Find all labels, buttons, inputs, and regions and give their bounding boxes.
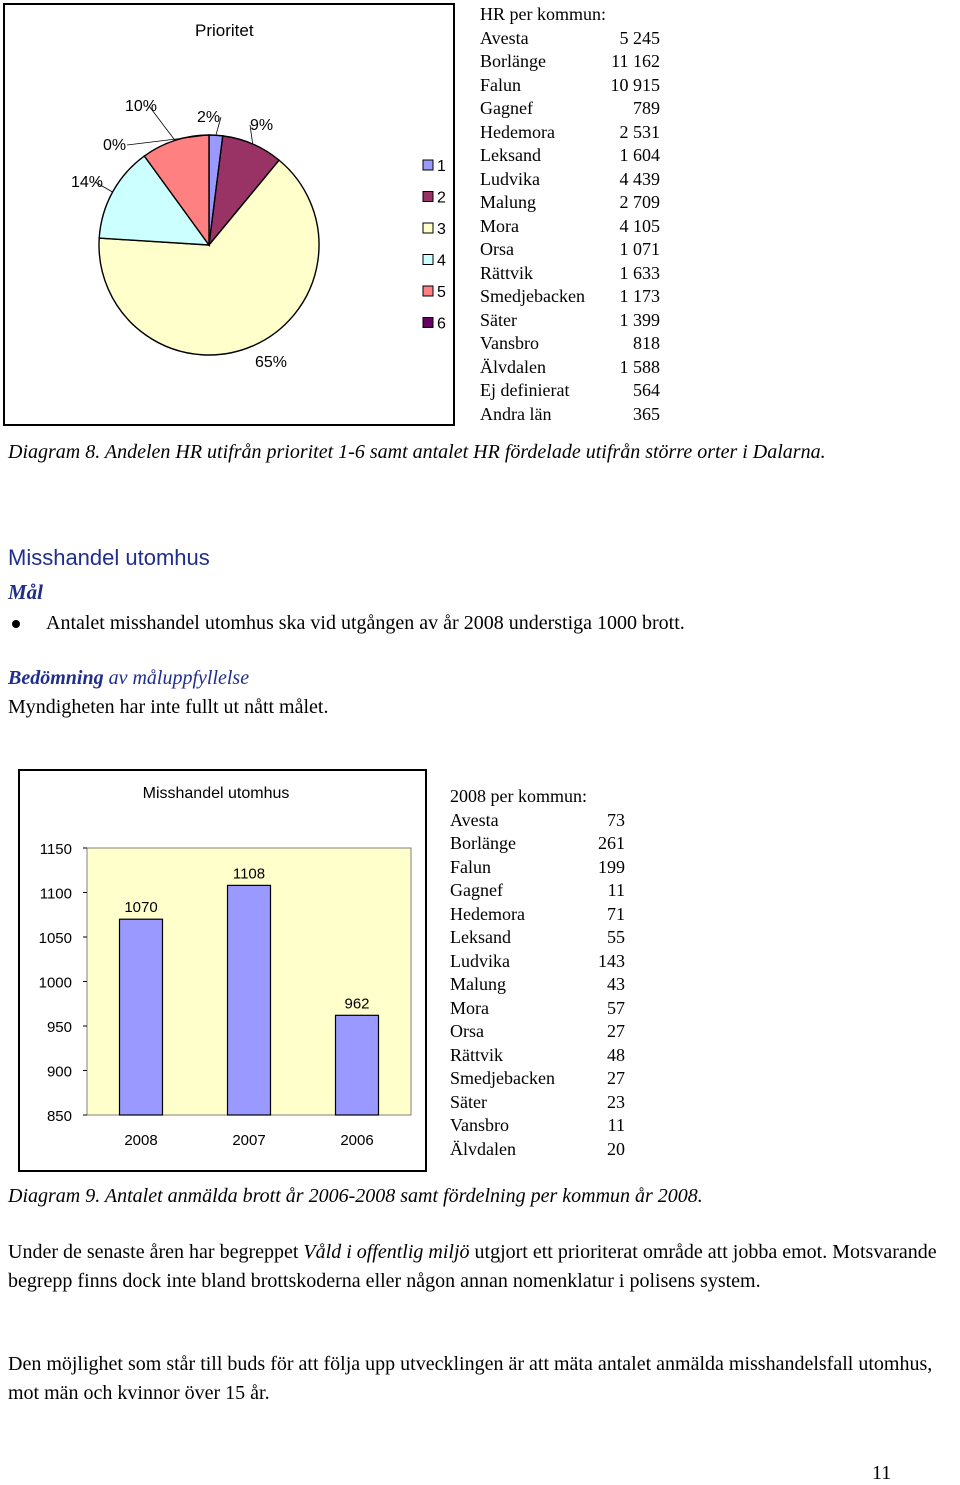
kommun-table-row xyxy=(450,1138,625,1162)
kommun-table-name: Smedjebacken xyxy=(450,1068,555,1088)
kommun-table-row xyxy=(450,903,625,927)
bar-chart-title: Misshandel utomhus xyxy=(142,785,290,802)
legend-label: 4 xyxy=(437,252,446,270)
kommun-table-row xyxy=(450,926,625,950)
hr-table-value: 1 588 xyxy=(619,356,660,377)
hr-table-row xyxy=(480,50,660,74)
kommun-table-name: Borlänge xyxy=(450,833,516,853)
assessment-heading-bold: Bedömning xyxy=(8,667,104,689)
legend-swatch xyxy=(423,192,433,202)
hr-table-value: 365 xyxy=(633,403,660,424)
hr-table-row xyxy=(480,285,660,309)
legend-label: 5 xyxy=(437,284,446,301)
goal-bullet-text: Antalet misshandel utomhus ska vid utgången av år 2008 understiga 1000 brott. xyxy=(46,612,685,634)
paragraph-2: Den möjlighet som står till buds för att följa upp utvecklingen är att mäta antalet anmälda misshandelsfall utomhus, mot män och kvinnor över 15 år. xyxy=(8,1353,933,1404)
legend-label: 2 xyxy=(437,189,446,207)
hr-table-row xyxy=(480,27,660,51)
hr-table-name: Gagnef xyxy=(480,98,533,118)
hr-table-name: Malung xyxy=(480,192,536,212)
legend-label: 3 xyxy=(437,221,446,238)
hr-table-row xyxy=(480,191,660,215)
hr-table-name: Borlänge xyxy=(480,51,546,71)
pie-percent-label: 2% xyxy=(197,109,221,126)
kommun-table-row xyxy=(450,879,625,903)
hr-table-name: Falun xyxy=(480,74,522,95)
kommun-table-name: Säter xyxy=(450,1091,487,1112)
bar-value-label: 1070 xyxy=(124,899,158,917)
kommun-table-row xyxy=(450,1091,625,1115)
hr-table-row xyxy=(480,238,660,262)
hr-table-name: Älvdalen xyxy=(480,356,546,377)
hr-table-name: Vansbro xyxy=(480,333,539,353)
kommun-table-name: Falun xyxy=(450,856,492,877)
bullet-dot-icon xyxy=(12,620,20,628)
hr-table-value: 789 xyxy=(633,98,660,118)
y-tick-label: 1150 xyxy=(39,841,72,858)
y-tick-label: 1000 xyxy=(38,974,72,992)
hr-table-name: Avesta xyxy=(480,27,529,48)
hr-table-value: 4 105 xyxy=(619,215,660,236)
hr-table-row xyxy=(480,262,660,286)
hr-table-row xyxy=(480,121,660,145)
hr-table-row xyxy=(480,379,660,403)
y-tick-label: 950 xyxy=(46,1019,72,1036)
hr-table-title: HR per kommun: xyxy=(480,4,606,24)
hr-table-row xyxy=(480,403,660,427)
assessment-heading-rest: av måluppfyllelse xyxy=(103,667,250,689)
hr-table-name: Leksand xyxy=(480,145,541,165)
kommun-table-value: 11 xyxy=(607,880,625,900)
hr-table-name: Andra län xyxy=(480,403,552,424)
bar-chart-svg xyxy=(20,771,425,1170)
kommun-table-value: 11 xyxy=(607,1115,625,1135)
bar xyxy=(228,885,271,1115)
kommun-table-value: 43 xyxy=(607,974,625,994)
kommun-table-value: 27 xyxy=(607,1021,625,1041)
bar-chart-box xyxy=(18,769,427,1172)
bar-value-label: 962 xyxy=(344,995,370,1013)
kommun-table-value: 55 xyxy=(607,927,625,947)
hr-table-value: 10 915 xyxy=(610,74,660,95)
kommun-table-value: 57 xyxy=(607,997,625,1018)
hr-table-row xyxy=(480,74,660,98)
legend-swatch xyxy=(423,255,433,265)
kommun-table-row xyxy=(450,832,625,856)
kommun-table-row xyxy=(450,950,625,974)
legend-label: 1 xyxy=(437,158,446,175)
kommun-table-row xyxy=(450,1020,625,1044)
hr-table-value: 2 531 xyxy=(619,121,660,142)
kommun-table-value: 71 xyxy=(607,903,625,924)
kommun-table-row xyxy=(450,1044,625,1068)
legend-swatch xyxy=(423,318,433,328)
y-tick-label: 1100 xyxy=(39,885,72,903)
hr-table-value: 5 245 xyxy=(619,27,660,48)
goal-heading: Mål xyxy=(8,580,44,604)
x-category-label: 2006 xyxy=(340,1132,374,1149)
hr-table-value: 2 709 xyxy=(619,192,660,212)
hr-table-row xyxy=(480,168,660,192)
pie-chart-box xyxy=(3,3,455,426)
kommun-2008-table xyxy=(450,785,625,1161)
assessment-heading xyxy=(8,667,249,690)
hr-table-value: 1 071 xyxy=(619,239,660,259)
hr-table-value: 1 173 xyxy=(619,286,660,306)
kommun-table-value: 48 xyxy=(607,1044,625,1065)
kommun-table-title: 2008 per kommun: xyxy=(450,786,587,806)
hr-per-kommun-table xyxy=(480,3,660,426)
kommun-table-value: 199 xyxy=(598,856,625,877)
section-heading: Misshandel utomhus xyxy=(8,545,210,570)
kommun-table-name: Ludvika xyxy=(450,950,510,971)
y-tick-label: 900 xyxy=(46,1063,72,1081)
kommun-table-name: Malung xyxy=(450,974,506,994)
legend-swatch xyxy=(423,286,433,296)
hr-table-name: Smedjebacken xyxy=(480,286,585,306)
kommun-table-row xyxy=(450,856,625,880)
legend-swatch xyxy=(423,223,433,233)
kommun-table-name: Orsa xyxy=(450,1021,484,1041)
kommun-table-row xyxy=(450,997,625,1021)
legend-swatch xyxy=(423,160,433,170)
goal-bullet xyxy=(8,612,685,635)
hr-table-value: 1 399 xyxy=(619,309,660,330)
pie-percent-label: 65% xyxy=(255,354,288,371)
hr-table-name: Ludvika xyxy=(480,168,540,189)
pie-percent-label: 0% xyxy=(103,137,127,154)
hr-table-row xyxy=(480,144,660,168)
paragraph-1-start: Under de senaste åren har begreppet xyxy=(8,1241,304,1263)
page-number: 11 xyxy=(872,1462,892,1484)
x-category-label: 2008 xyxy=(124,1132,158,1149)
hr-table-name: Hedemora xyxy=(480,121,555,142)
kommun-table-name: Avesta xyxy=(450,809,499,830)
hr-table-name: Säter xyxy=(480,309,517,330)
paragraph-1 xyxy=(8,1238,958,1295)
hr-table-value: 11 162 xyxy=(611,51,660,71)
legend-label: 6 xyxy=(437,315,446,333)
kommun-table-row xyxy=(450,1114,625,1138)
kommun-table-value: 143 xyxy=(598,950,625,971)
kommun-table-name: Leksand xyxy=(450,927,511,947)
kommun-table-name: Mora xyxy=(450,997,489,1018)
pie-percent-label: 9% xyxy=(250,117,274,134)
hr-table-row xyxy=(480,356,660,380)
kommun-table-value: 261 xyxy=(598,833,625,853)
kommun-table-row xyxy=(450,809,625,833)
hr-table-name: Orsa xyxy=(480,239,514,259)
bar-value-label: 1108 xyxy=(232,865,266,883)
hr-table-name: Rättvik xyxy=(480,262,533,283)
hr-table-row xyxy=(480,309,660,333)
hr-table-value: 1 604 xyxy=(619,145,660,165)
kommun-table-name: Hedemora xyxy=(450,903,525,924)
kommun-table-value: 73 xyxy=(607,809,625,830)
hr-table-value: 4 439 xyxy=(619,168,660,189)
pie-chart-title: Prioritet xyxy=(195,21,254,40)
paragraph-1-italic: Våld i offentlig miljö xyxy=(303,1241,470,1263)
kommun-table-row xyxy=(450,1067,625,1091)
kommun-table-value: 27 xyxy=(607,1068,625,1088)
hr-table-name: Ej definierat xyxy=(480,380,570,400)
pie-percent-label: 14% xyxy=(71,174,104,191)
hr-table-row xyxy=(480,332,660,356)
hr-table-name: Mora xyxy=(480,215,519,236)
kommun-table-name: Rättvik xyxy=(450,1044,503,1065)
kommun-table-name: Älvdalen xyxy=(450,1138,516,1159)
hr-table-row xyxy=(480,97,660,121)
hr-table-value: 564 xyxy=(633,380,660,400)
y-tick-label: 1050 xyxy=(38,930,72,947)
pie-chart-svg xyxy=(5,5,453,424)
x-category-label: 2007 xyxy=(232,1132,266,1149)
assessment-text: Myndigheten har inte fullt ut nått målet. xyxy=(8,696,329,718)
hr-table-value: 1 633 xyxy=(619,262,660,283)
kommun-table-value: 23 xyxy=(607,1091,625,1112)
y-tick-label: 850 xyxy=(46,1108,72,1125)
diagram9-caption: Diagram 9. Antalet anmälda brott år 2006-2008 samt fördelning per kommun år 2008. xyxy=(8,1185,703,1207)
kommun-table-name: Gagnef xyxy=(450,880,503,900)
hr-table-row xyxy=(480,215,660,239)
kommun-table-row xyxy=(450,973,625,997)
kommun-table-value: 20 xyxy=(607,1138,625,1159)
hr-table-value: 818 xyxy=(633,333,660,353)
pie-percent-label: 10% xyxy=(125,98,158,115)
diagram8-caption: Diagram 8. Andelen HR utifrån prioritet 1-6 samt antalet HR fördelade utifrån större orter i Dalarna. xyxy=(8,441,826,463)
bar xyxy=(120,919,163,1115)
kommun-table-name: Vansbro xyxy=(450,1115,509,1135)
paragraph-1-end: utgjort ett prioriterat område att jobba emot. Motsvarande begrepp finns dock inte bland brottskoderna eller någon annan nomenklatur i polisens system. xyxy=(8,1241,937,1292)
bar xyxy=(336,1015,379,1115)
